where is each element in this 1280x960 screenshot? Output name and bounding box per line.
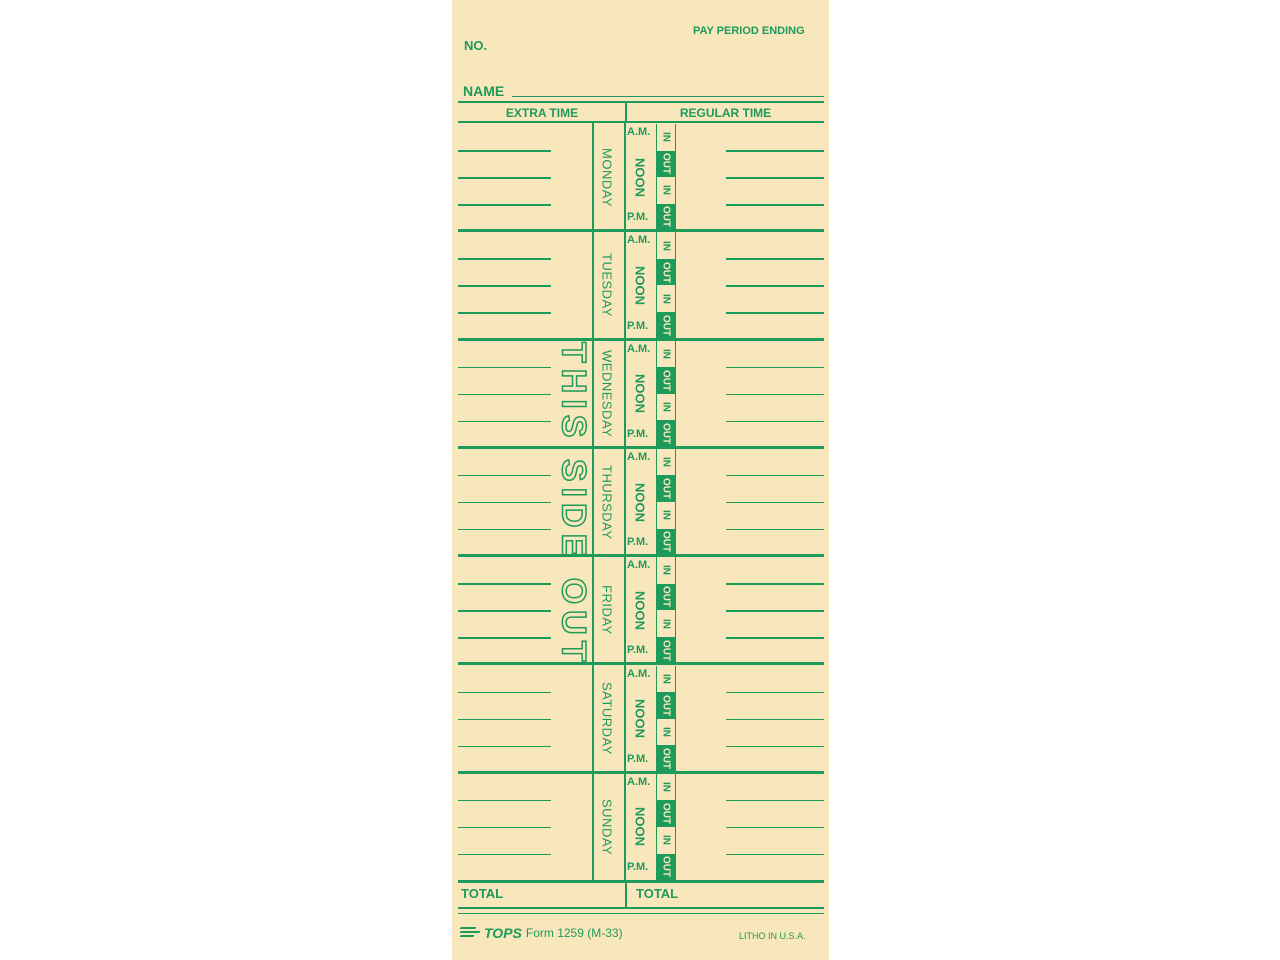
extra-time-line xyxy=(458,150,551,152)
punch-slot-label: OUT xyxy=(660,803,672,825)
punch-in-slot xyxy=(656,557,676,584)
pm-label: P.M. xyxy=(627,752,649,765)
day-name-text: FRIDAY xyxy=(599,585,615,636)
punch-slot-label: OUT xyxy=(660,747,672,770)
punch-slot-label: OUT xyxy=(660,586,672,608)
punch-out-slot xyxy=(656,475,676,502)
regular-time-line xyxy=(726,177,824,179)
day-name-text: THURSDAY xyxy=(599,464,615,540)
punch-in-slot xyxy=(656,285,676,312)
day-row-monday xyxy=(452,123,829,231)
punch-out-slot xyxy=(656,420,676,447)
punch-out-slot xyxy=(656,312,676,339)
day-name-text: SUNDAY xyxy=(599,798,615,856)
regular-time-line xyxy=(726,719,824,721)
total-divider xyxy=(625,883,627,907)
day-name xyxy=(592,235,622,335)
day-name-text: SATURDAY xyxy=(599,682,615,756)
noon-label-text: NOON xyxy=(632,265,648,305)
name-label: NAME xyxy=(463,83,505,99)
pm-label: P.M. xyxy=(627,427,649,440)
punch-slot-label: IN xyxy=(660,510,672,521)
extra-time-line xyxy=(458,475,551,477)
noon-label xyxy=(626,358,654,430)
noon-label-text: NOON xyxy=(632,699,648,739)
day-row-tuesday xyxy=(452,231,829,339)
pm-label: P.M. xyxy=(627,536,649,549)
number-label: NO. xyxy=(464,38,488,53)
punch-slot-label: IN xyxy=(660,565,672,576)
punch-out-slot xyxy=(656,367,676,394)
regular-time-line xyxy=(726,529,824,531)
noon-label-text: NOON xyxy=(632,157,648,197)
punch-in-slot xyxy=(656,394,676,421)
form-number: Form 1259 (M-33) xyxy=(525,926,623,940)
day-name xyxy=(592,344,622,444)
day-name-text: WEDNESDAY xyxy=(599,350,615,438)
noon-label-text: NOON xyxy=(632,374,648,414)
day-name xyxy=(592,127,622,227)
extra-time-line xyxy=(458,258,551,260)
punch-slot-label: OUT xyxy=(660,369,672,391)
watermark-text: THIS SIDE OUT xyxy=(554,342,593,668)
punch-slot-label: IN xyxy=(660,402,672,413)
regular-time-line xyxy=(726,258,824,260)
noon-label xyxy=(626,574,654,646)
regular-time-line xyxy=(726,421,824,423)
extra-time-line xyxy=(458,529,551,531)
punch-out-slot xyxy=(656,584,676,611)
regular-time-line xyxy=(726,854,824,856)
regular-time-line xyxy=(726,150,824,152)
regular-time-line xyxy=(726,692,824,694)
noon-label xyxy=(626,141,654,213)
pm-label: P.M. xyxy=(627,319,649,332)
punch-out-slot xyxy=(656,259,676,286)
noon-label-text: NOON xyxy=(632,482,648,522)
regular-time-header: REGULAR TIME xyxy=(679,106,772,120)
punch-out-slot xyxy=(656,204,676,231)
regular-time-line xyxy=(726,285,824,287)
extra-time-line xyxy=(458,204,551,206)
litho-label: LITHO IN U.S.A. xyxy=(739,931,806,941)
punch-in-slot xyxy=(656,774,676,801)
pm-label: P.M. xyxy=(627,644,649,657)
punch-slot-label: OUT xyxy=(660,261,672,283)
punch-slot-label: IN xyxy=(660,132,672,143)
regular-time-line xyxy=(726,827,824,829)
extra-time-line xyxy=(458,285,551,287)
extra-time-header: EXTRA TIME xyxy=(505,106,579,120)
day-row-sunday xyxy=(452,773,829,881)
punch-out-slot xyxy=(656,745,676,772)
day-row-thursday xyxy=(452,448,829,556)
punch-slot-label: IN xyxy=(660,348,672,359)
extra-time-line xyxy=(458,177,551,179)
punch-in-slot xyxy=(656,719,676,746)
tops-logo-icon xyxy=(460,926,482,940)
tops-logo xyxy=(460,925,623,941)
punch-slot-label: IN xyxy=(660,618,672,629)
punch-slot-label: OUT xyxy=(660,694,672,716)
punch-slot-label: OUT xyxy=(660,153,672,175)
extra-time-line xyxy=(458,312,551,314)
punch-in-slot xyxy=(656,502,676,529)
punch-slot-label: OUT xyxy=(660,639,672,661)
punch-slot-label: IN xyxy=(660,293,672,304)
total-bottom-rule xyxy=(458,907,824,909)
brand-name: TOPS xyxy=(484,925,522,941)
punch-slot-label: IN xyxy=(660,457,672,468)
punch-slot-label: OUT xyxy=(660,423,672,445)
punch-out-slot xyxy=(656,692,676,719)
am-label: A.M. xyxy=(627,234,651,247)
regular-total-label: TOTAL xyxy=(636,886,679,901)
am-label: A.M. xyxy=(627,559,651,572)
punch-slot-label: OUT xyxy=(660,531,672,553)
punch-slot-label: OUT xyxy=(660,206,672,228)
extra-time-line xyxy=(458,827,551,829)
punch-slot-label: IN xyxy=(660,835,672,846)
punch-in-slot xyxy=(656,449,676,476)
extra-total-label: TOTAL xyxy=(461,886,504,901)
pm-label: P.M. xyxy=(627,861,649,874)
regular-time-line xyxy=(726,204,824,206)
punch-slot-label: IN xyxy=(660,240,672,251)
day-name xyxy=(592,452,622,552)
day-name-text: TUESDAY xyxy=(599,253,615,318)
this-side-out-watermark xyxy=(554,342,592,692)
noon-label-text: NOON xyxy=(632,590,648,630)
punch-in-slot xyxy=(656,341,676,368)
am-label: A.M. xyxy=(627,126,651,138)
time-card xyxy=(452,0,829,960)
extra-time-line xyxy=(458,421,551,423)
punch-out-slot xyxy=(656,151,676,178)
day-name-text: MONDAY xyxy=(599,147,615,207)
day-row-friday xyxy=(452,556,829,664)
total-top-rule xyxy=(458,880,824,883)
pm-label: P.M. xyxy=(627,211,649,224)
punch-slot-label: OUT xyxy=(660,314,672,336)
am-label: A.M. xyxy=(627,667,651,680)
day-row-saturday xyxy=(452,665,829,773)
day-name xyxy=(592,777,622,877)
noon-label-text: NOON xyxy=(632,807,648,847)
extra-time-line xyxy=(458,692,551,694)
day-name xyxy=(592,560,622,660)
am-label: A.M. xyxy=(627,450,651,463)
extra-time-line xyxy=(458,502,551,504)
regular-time-line xyxy=(726,583,824,585)
punch-in-slot xyxy=(656,177,676,204)
extra-time-line xyxy=(458,719,551,721)
extra-time-line xyxy=(458,610,551,612)
extra-time-line xyxy=(458,854,551,856)
am-label: A.M. xyxy=(627,342,651,355)
name-write-line xyxy=(512,96,824,97)
regular-time-line xyxy=(726,746,824,748)
header-divider xyxy=(625,103,627,121)
extra-time-line xyxy=(458,800,551,802)
am-label: A.M. xyxy=(627,775,651,788)
punch-slot-label: OUT xyxy=(660,478,672,500)
punch-out-slot xyxy=(656,800,676,827)
punch-in-slot xyxy=(656,666,676,693)
regular-time-line xyxy=(726,610,824,612)
noon-label xyxy=(626,791,654,863)
header-top-rule xyxy=(458,101,824,103)
pay-period-label: PAY PERIOD ENDING xyxy=(693,25,805,37)
punch-slot-label: IN xyxy=(660,726,672,737)
punch-slot-label: IN xyxy=(660,782,672,793)
regular-time-line xyxy=(726,637,824,639)
extra-time-line xyxy=(458,637,551,639)
punch-out-slot xyxy=(656,529,676,556)
punch-slot-label: IN xyxy=(660,673,672,684)
day-row-wednesday xyxy=(452,340,829,448)
punch-in-slot xyxy=(656,232,676,259)
regular-time-line xyxy=(726,394,824,396)
footer-rule xyxy=(458,913,824,914)
regular-time-line xyxy=(726,312,824,314)
extra-time-line xyxy=(458,394,551,396)
noon-label xyxy=(626,466,654,538)
punch-out-slot xyxy=(656,854,676,881)
regular-time-line xyxy=(726,367,824,369)
punch-in-slot xyxy=(656,124,676,151)
regular-time-line xyxy=(726,502,824,504)
extra-time-line xyxy=(458,746,551,748)
punch-slot-label: OUT xyxy=(660,856,672,878)
punch-slot-label: IN xyxy=(660,185,672,196)
noon-label xyxy=(626,683,654,755)
extra-time-line xyxy=(458,367,551,369)
punch-out-slot xyxy=(656,637,676,664)
noon-label xyxy=(626,249,654,321)
day-name xyxy=(592,669,622,769)
regular-time-line xyxy=(726,800,824,802)
regular-time-line xyxy=(726,475,824,477)
punch-in-slot xyxy=(656,827,676,854)
extra-time-line xyxy=(458,583,551,585)
punch-in-slot xyxy=(656,610,676,637)
